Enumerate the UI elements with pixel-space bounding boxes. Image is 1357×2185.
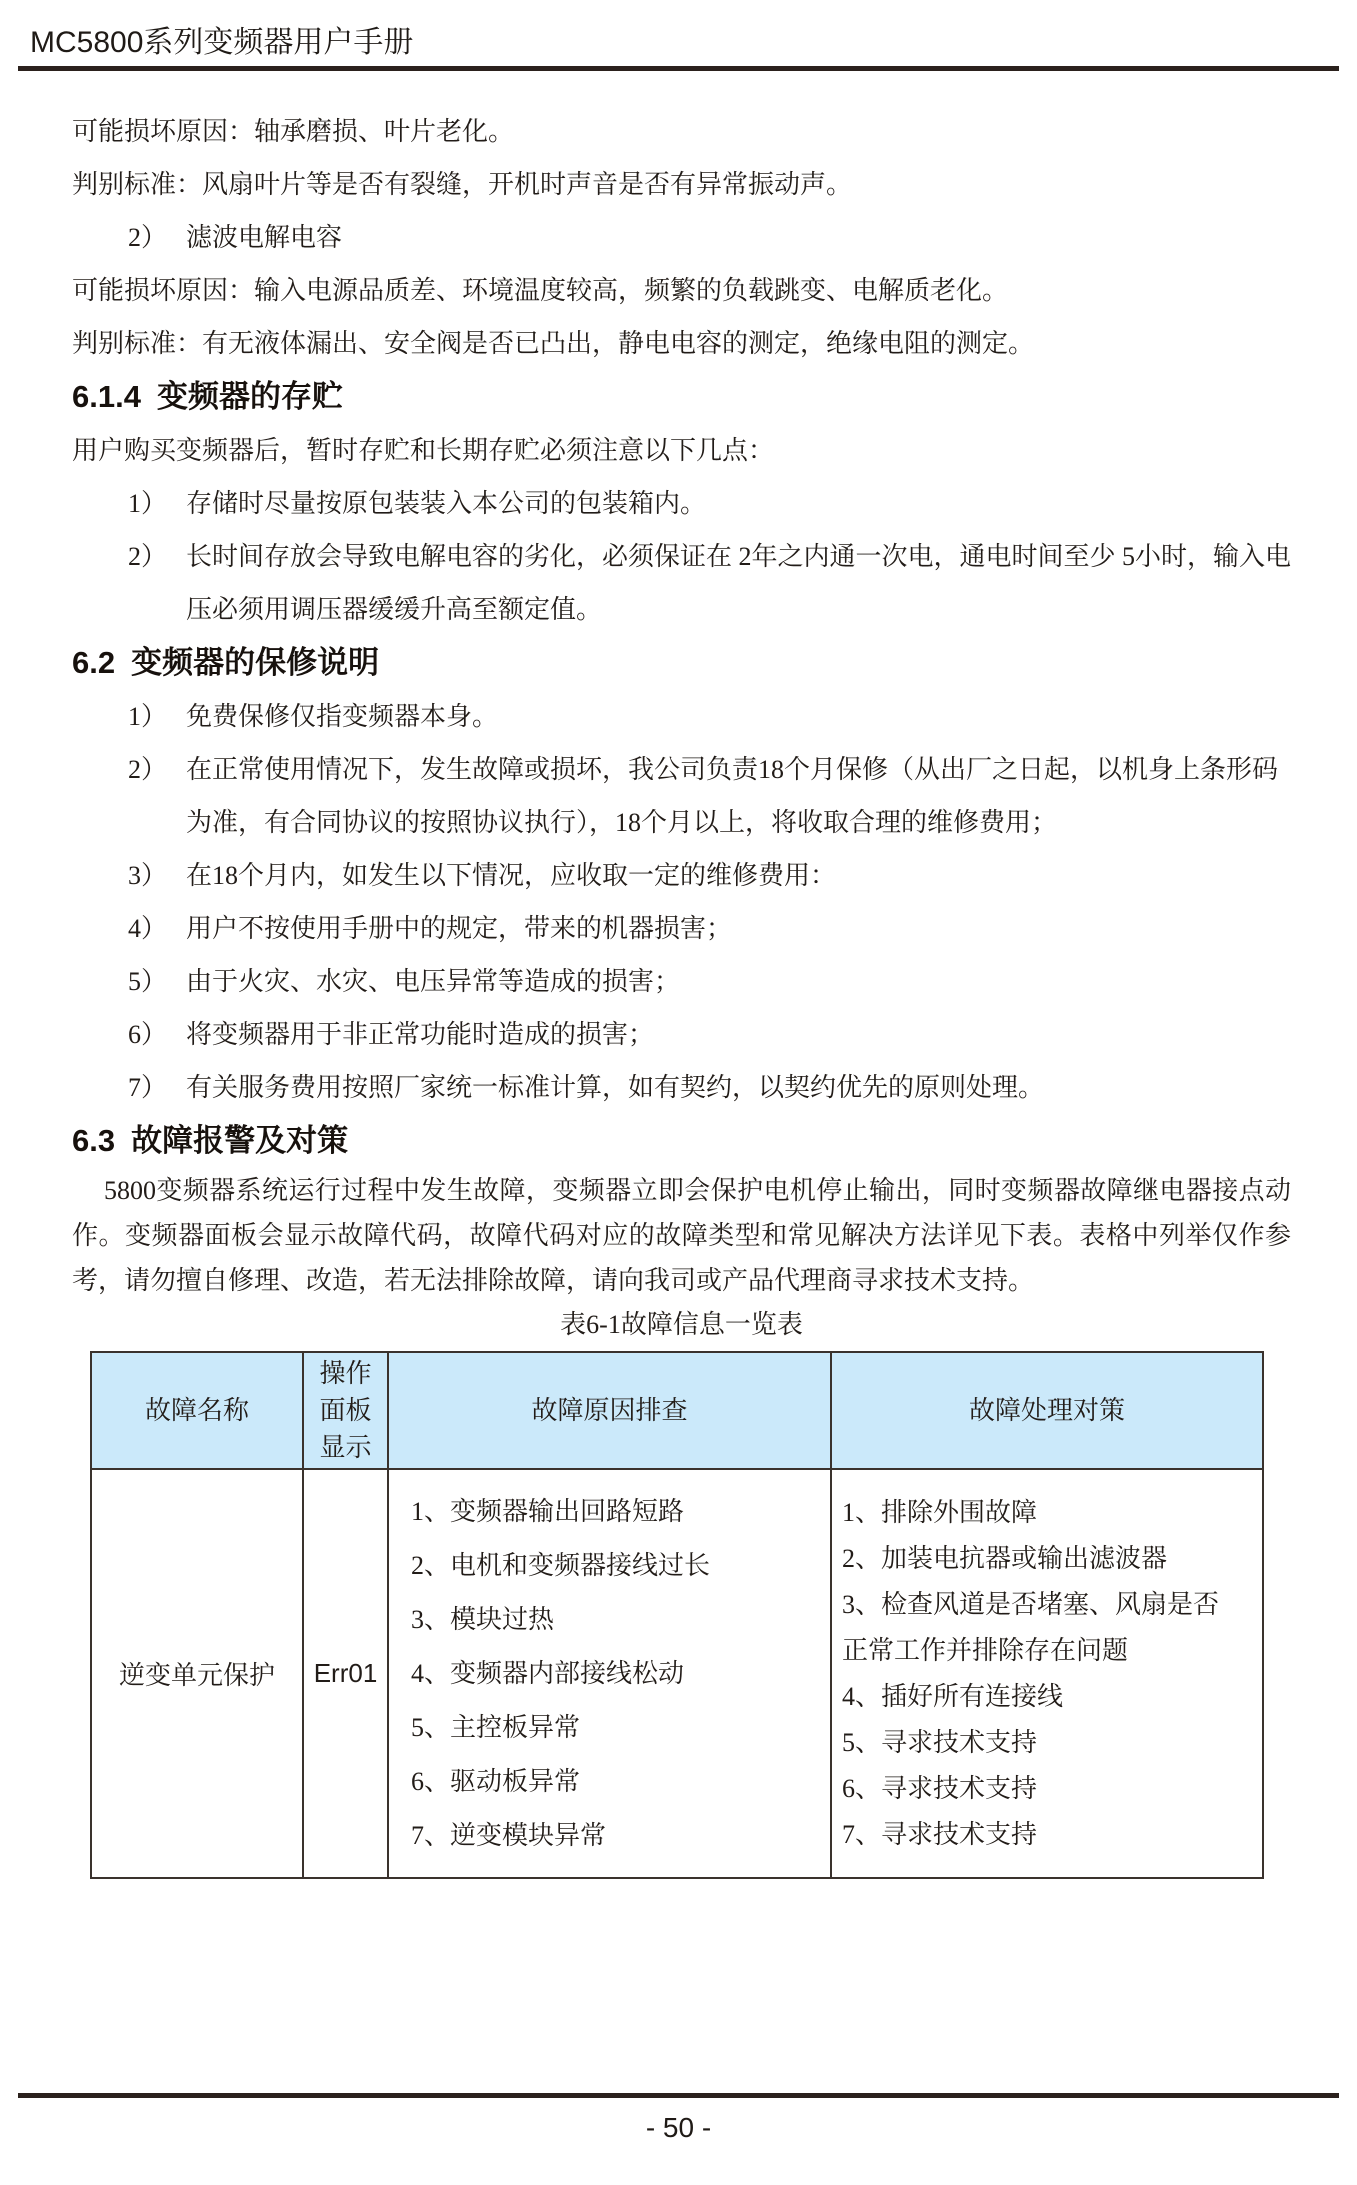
fault-name-cell: 逆变单元保护	[91, 1469, 303, 1878]
paragraph-fault-alarm: 5800变频器系统运行过程中发生故障，变频器立即会保护电机停止输出，同时变频器故障继电器接点动作。变频器面板会显示故障代码，故障代码对应的故障类型和常见解决方法详见下表。表格中列举仅作参考，请勿擅自修理、改造，若无法排除故障，请向我司或产品代理商寻求技术支持。	[72, 1176, 1291, 1295]
page-header	[0, 0, 1357, 71]
list-item-storage-1	[128, 477, 1291, 530]
fault-table-header-panel-display: 操作面板显示	[303, 1352, 388, 1469]
list-item-text: 有关服务费用按照厂家统一标准计算，如有契约，以契约优先的原则处理。	[186, 1073, 1045, 1102]
list-item-text: 由于火灾、水灾、电压异常等造成的损害；	[186, 967, 681, 996]
section-number: 6.1.4	[72, 379, 141, 414]
list-item-warranty-3	[128, 849, 1291, 902]
list-item-storage-2	[128, 530, 1291, 636]
solution-item: 6、寻求技术支持	[842, 1773, 1038, 1803]
solution-item: 1、排除外围故障	[842, 1497, 1038, 1527]
list-item-number: 7）	[128, 1073, 168, 1102]
fault-table-header-name: 故障名称	[91, 1352, 303, 1469]
fault-table-header-row	[91, 1352, 1263, 1469]
page-number: - 50 -	[645, 2112, 712, 2143]
paragraph-judge-criteria-fan: 判别标准：风扇叶片等是否有裂缝，开机时声音是否有异常振动声。	[72, 170, 853, 199]
list-item-number: 2）	[128, 542, 168, 571]
cause-item: 3、模块过热	[411, 1604, 555, 1634]
section-number: 6.3	[72, 1123, 116, 1158]
fault-solutions-cell	[831, 1469, 1263, 1878]
section-heading-6-1-4	[72, 376, 1291, 418]
fault-table-row	[91, 1469, 1263, 1878]
list-item-text: 存储时尽量按原包装装入本公司的包装箱内。	[186, 489, 707, 518]
solution-item: 7、寻求技术支持	[842, 1819, 1038, 1849]
list-item-number: 5）	[128, 967, 168, 996]
paragraph-judge-criteria-capacitor: 判别标准：有无液体漏出、安全阀是否已凸出，静电电容的测定，绝缘电阻的测定。	[72, 329, 1035, 358]
cause-item: 5、主控板异常	[411, 1712, 581, 1742]
section-heading-6-3	[72, 1120, 1291, 1162]
list-item-filter-capacitor	[128, 211, 1291, 264]
section-number: 6.2	[72, 645, 116, 680]
solution-item: 4、插好所有连接线	[842, 1681, 1064, 1711]
paragraph-damage-cause-capacitor: 可能损坏原因：输入电源品质差、环境温度较高，频繁的负载跳变、电解质老化。	[72, 276, 1009, 305]
cause-item: 6、驱动板异常	[411, 1766, 581, 1796]
list-item-number: 2）	[128, 223, 168, 252]
solution-item: 3、检查风道是否堵塞、风扇是否正常工作并排除存在问题	[842, 1589, 1220, 1665]
section-title: 变频器的存贮	[156, 379, 343, 414]
fault-table	[90, 1351, 1264, 1879]
list-item-warranty-4	[128, 902, 1291, 955]
list-item-text: 将变频器用于非正常功能时造成的损害；	[186, 1020, 655, 1049]
list-item-warranty-1	[128, 690, 1291, 743]
cause-item: 7、逆变模块异常	[411, 1820, 607, 1850]
list-item-number: 3）	[128, 861, 168, 890]
fault-code-cell: Err01	[303, 1469, 388, 1878]
list-item-text: 滤波电解电容	[186, 223, 343, 252]
footer-rule	[18, 2093, 1339, 2098]
page-content	[0, 71, 1357, 1879]
list-item-warranty-6	[128, 1008, 1291, 1061]
list-item-number: 2）	[128, 755, 168, 784]
list-item-warranty-7	[128, 1061, 1291, 1114]
table-caption: 表6-1故障信息一览表	[560, 1310, 803, 1339]
list-item-warranty-5	[128, 955, 1291, 1008]
list-item-number: 6）	[128, 1020, 168, 1049]
list-item-number: 1）	[128, 489, 168, 518]
fault-table-header-solution: 故障处理对策	[831, 1352, 1263, 1469]
section-heading-6-2	[72, 642, 1291, 684]
header-title: MC5800系列变频器用户手册	[30, 26, 414, 59]
cause-item: 2、电机和变频器接线过长	[411, 1550, 711, 1580]
list-item-warranty-2	[128, 743, 1291, 849]
fault-causes-cell	[388, 1469, 831, 1878]
cause-item: 1、变频器输出回路短路	[411, 1496, 685, 1526]
list-item-text: 在正常使用情况下，发生故障或损坏，我公司负责18个月保修（从出厂之日起，以机身上条形码为准，有合同协议的按照协议执行），18个月以上，将收取合理的维修费用；	[186, 755, 1279, 837]
solution-item: 2、加装电抗器或输出滤波器	[842, 1543, 1168, 1573]
list-item-number: 1）	[128, 702, 168, 731]
list-item-number: 4）	[128, 914, 168, 943]
section-title: 变频器的保修说明	[131, 645, 380, 680]
list-item-text: 免费保修仅指变频器本身。	[186, 702, 499, 731]
list-item-text: 长时间存放会导致电解电容的劣化，必须保证在 2年之内通一次电，通电时间至少 5小时，输入电压必须用调压器缓缓升高至额定值。	[186, 542, 1292, 624]
paragraph-storage-intro: 用户购买变频器后，暂时存贮和长期存贮必须注意以下几点：	[72, 436, 775, 465]
list-item-text: 用户不按使用手册中的规定，带来的机器损害；	[186, 914, 733, 943]
cause-item: 4、变频器内部接线松动	[411, 1658, 685, 1688]
solution-item: 5、寻求技术支持	[842, 1727, 1038, 1757]
fault-table-header-cause: 故障原因排查	[388, 1352, 831, 1469]
list-item-text: 在18个月内，如发生以下情况，应收取一定的维修费用：	[186, 861, 837, 890]
paragraph-damage-cause-fan: 可能损坏原因：轴承磨损、叶片老化。	[72, 117, 515, 146]
section-title: 故障报警及对策	[131, 1123, 349, 1158]
